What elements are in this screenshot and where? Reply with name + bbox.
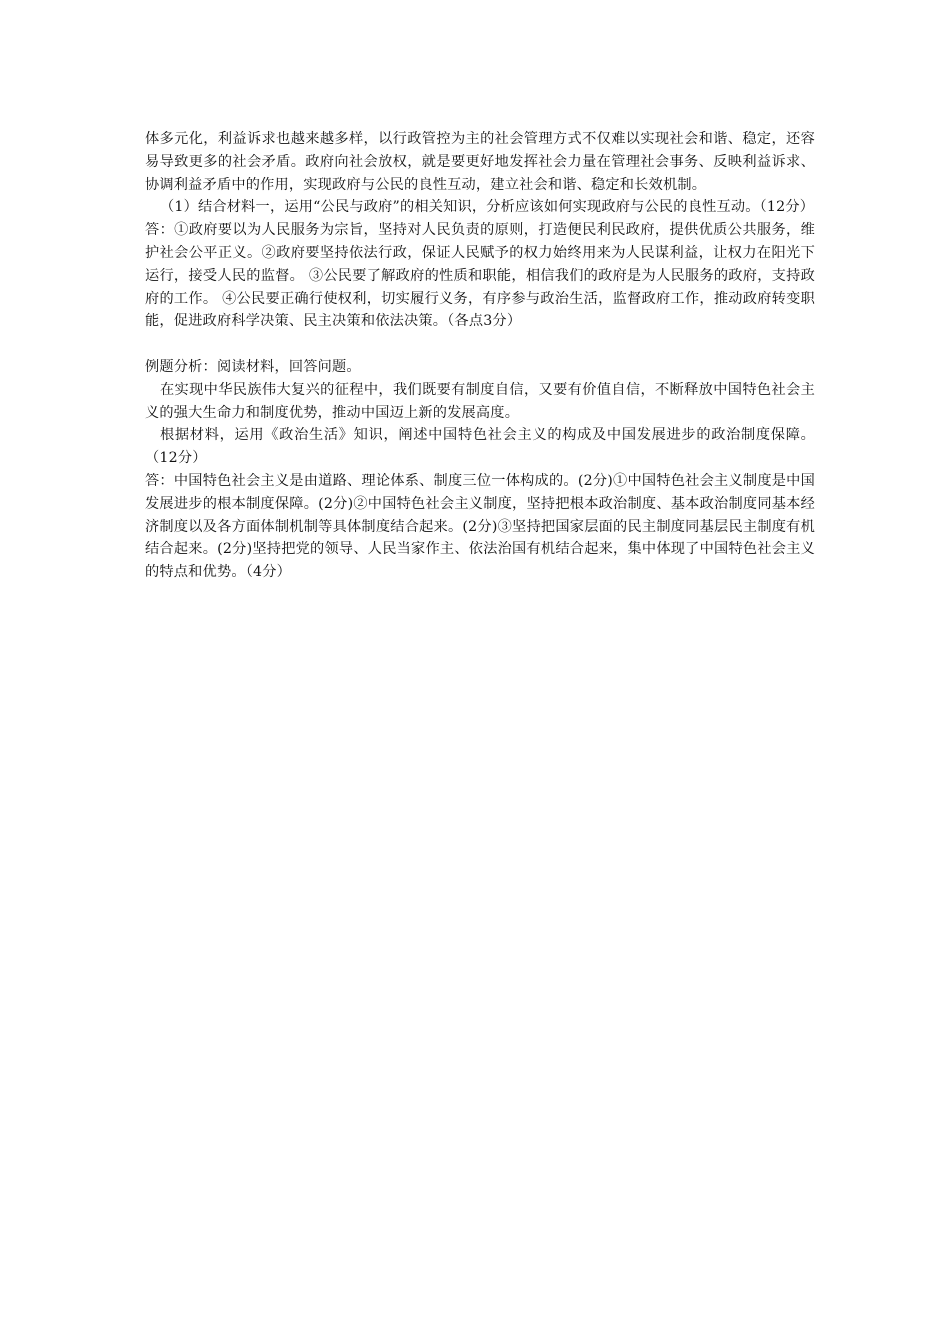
example-question-text: 根据材料，运用《政治生活》知识，阐述中国特色社会主义的构成及中国发展进步的政治制度保障。（12分）	[145, 427, 815, 467]
question-one-answer: 答：①政府要以为人民服务为宗旨，坚持对人民负责的原则，打造便民利民政府，提供优质公共服务，维护社会公平正义。②政府要坚持依法行政，保证人民赋予的权力始终用来为人民谋利益，让权力在阳光下运行，接受人民的监督。 ③公民要了解政府的性质和职能，相信我们的政府是为人民服务的政府，支持政府的工作。 ④公民要正确行使权利，切实履行义务，有序参与政治生活，监督政府工作，推动政府转变职能，促进政府科学决策、民主决策和依法决策。（各点3分）	[145, 222, 815, 330]
document-page	[145, 128, 815, 584]
question-one-text: （1）结合材料一，运用“公民与政府”的相关知识，分析应该如何实现政府与公民的良性互动。（12分）	[160, 199, 815, 216]
example-heading: 例题分析：阅读材料，回答问题。	[145, 358, 361, 375]
example-material-text: 在实现中华民族伟大复兴的征程中，我们既要有制度自信，又要有价值自信，不断释放中国特色社会主义的强大生命力和制度优势，推动中国迈上新的发展高度。	[145, 381, 815, 421]
example-answer-text: 答：中国特色社会主义是由道路、理论体系、制度三位一体构成的。(2分)①中国特色社会主义制度是中国发展进步的根本制度保障。(2分)②中国特色社会主义制度，坚持把根本政治制度、基本政治制度同基本经济制度以及各方面体制机制等具体制度结合起来。(2分)③坚持把国家层面的民主制度同基层民主制度有机结合起来。(2分)坚持把党的领导、人民当家作主、依法治国有机结合起来，集中体现了中国特色社会主义的特点和优势。（4分）	[145, 472, 815, 581]
section-gap	[145, 333, 815, 356]
material-one-text: 体多元化，利益诉求也越来越多样，以行政管控为主的社会管理方式不仅难以实现社会和谐、稳定，还容易导致更多的社会矛盾。政府向社会放权，就是要更好地发挥社会力量在管理社会事务、反映利益诉求、协调利益矛盾中的作用，实现政府与公民的良性互动，建立社会和谐、稳定和长效机制。	[145, 131, 815, 193]
